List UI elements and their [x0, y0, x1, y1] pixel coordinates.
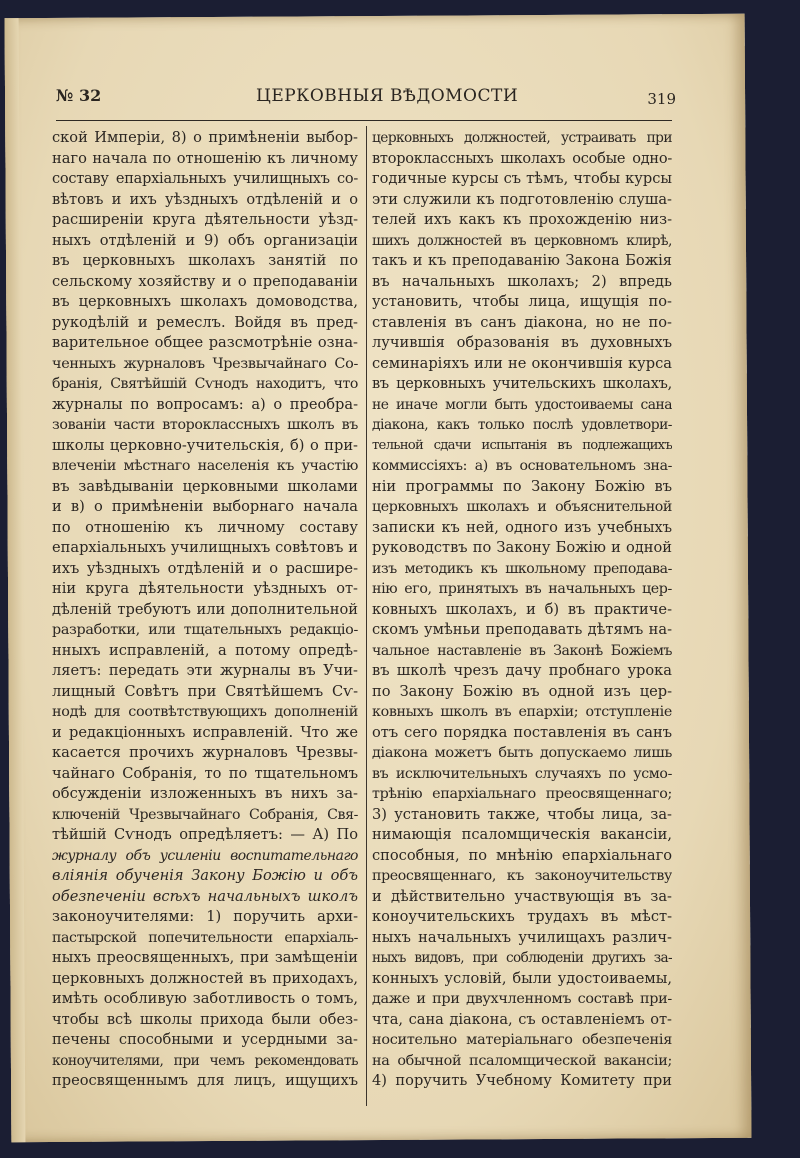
text-line: епархіальныхъ училищныхъ совѣтовъ и: [52, 539, 358, 556]
text-line: носительно матеріальнаго обезпеченія: [372, 1032, 672, 1048]
text-line: трѣнію епархіальнаго преосвященнаго;: [372, 786, 672, 802]
page-edge: [5, 18, 26, 1142]
text-line: чайнаго Собранія, то по тщательномъ: [52, 764, 358, 782]
text-line: лищный Совѣтъ при Святѣйшемъ Сѵ-: [52, 682, 358, 700]
column-divider: [366, 126, 367, 1106]
text-line: въ церковныхъ школахъ домоводства,: [52, 293, 358, 310]
text-line: и дѣйствительно участвующія въ за-: [372, 887, 672, 905]
text-line: тельной сдачи испытанія въ подлежащихъ: [372, 437, 672, 453]
text-line: ченныхъ журналовъ Чрезвычайнаго Со-: [52, 355, 358, 372]
text-line: чальное наставленіе въ Законѣ Божіемъ: [372, 642, 672, 659]
text-line: вѣтовъ и ихъ уѣздныхъ отдѣленій и о: [52, 190, 358, 208]
text-line: ковныхъ школахъ, и б) въ практиче-: [372, 600, 672, 618]
text-line: наго начала по отношенію къ личному: [52, 149, 358, 167]
text-line: коммиссіяхъ: а) въ основательномъ зна-: [372, 458, 672, 474]
text-line: шихъ должностей въ церковномъ клирѣ,: [372, 232, 672, 249]
text-line: 3) установить также, чтобы лица, за-: [372, 805, 672, 823]
text-line: установить, чтобы лица, ищущія по-: [372, 293, 672, 310]
text-line: изъ методикъ къ школьному преподава-: [372, 560, 672, 577]
text-line: ныхъ видовъ, при соблюденіи другихъ за-: [372, 950, 672, 966]
text-line: способныя, по мнѣнію епархіальнаго: [372, 846, 672, 864]
text-line: нію его, принятыхъ въ начальныхъ цер-: [372, 581, 672, 597]
text-line: церковныхъ должностей, устраивать при: [372, 130, 672, 146]
text-line: въ начальныхъ школахъ; 2) впредь: [372, 272, 672, 290]
text-line: ской Имперіи, 8) о примѣненіи выбор-: [52, 129, 358, 146]
text-line: журналы по вопросамъ: а) о преобра-: [52, 395, 358, 413]
text-line: законоучителями: 1) поручить архи-: [52, 908, 358, 925]
text-line: печены способными и усердными за-: [52, 1031, 358, 1048]
text-line: влеченіи мѣстнаго населенія къ участію: [52, 458, 358, 474]
text-line: телей ихъ какъ къ прохожденію низ-: [372, 211, 672, 228]
text-line: и в) о примѣненіи выборнаго начала: [52, 498, 358, 515]
text-line: лучившія образованія въ духовныхъ: [372, 334, 672, 351]
text-line: касается прочихъ журналовъ Чрезвы-: [52, 744, 358, 761]
text-line: рукодѣлій и ремеслъ. Войдя въ пред-: [52, 313, 358, 331]
text-line: чта, сана діакона, съ оставленіемъ от-: [372, 1010, 672, 1028]
text-line: даже и при двухчленномъ составѣ при-: [372, 991, 672, 1007]
text-line: второклассныхъ школахъ особые одно-: [372, 150, 672, 167]
text-line: нимающія псаломщическія вакансіи,: [372, 826, 672, 843]
text-line: коноучительскихъ трудахъ въ мѣст-: [372, 908, 672, 925]
text-line: діакона можетъ быть допускаемо лишь: [372, 745, 672, 761]
text-line: церковныхъ должностей въ приходахъ,: [52, 969, 358, 987]
text-line: ковныхъ школъ въ епархіи; отступленіе: [372, 704, 672, 720]
text-line: въ завѣдываніи церковными школами: [52, 477, 358, 495]
text-line: въ церковныхъ учительскихъ школахъ,: [372, 376, 672, 392]
text-line: ляетъ: передать эти журналы въ Учи-: [52, 662, 358, 679]
page-header: [56, 86, 676, 114]
text-line: тѣйшій Сѵнодъ опредѣляетъ: — А) По: [52, 826, 358, 843]
text-line: нныхъ исправленій, а потому опредѣ-: [52, 641, 358, 659]
text-line: отъ сего порядка поставленія въ санъ: [372, 723, 672, 741]
text-line: такъ и къ преподаванію Закона Божія: [372, 252, 672, 269]
text-line: преосвященнаго, къ законоучительству: [372, 868, 672, 884]
text-line: нодѣ для соотвѣтствующихъ дополненій: [52, 704, 358, 720]
text-line: бранія, Святѣйшій Сѵнодъ находитъ, что: [52, 376, 358, 392]
text-line: варительное общее разсмотрѣніе озна-: [52, 334, 358, 351]
text-line: на обычной псаломщической вакансіи;: [372, 1052, 672, 1069]
text-line: ныхъ отдѣленій и 9) объ организаціи: [52, 231, 358, 249]
text-line: ключеній Чрезвычайнаго Собранія, Свя-: [52, 806, 358, 823]
text-line: эти служили къ подготовленію слуша-: [372, 190, 672, 208]
text-line: имѣть особливую заботливость о томъ,: [52, 990, 358, 1007]
text-line: не иначе могли быть удостоиваемы сана: [372, 396, 672, 413]
text-line: чтобы всѣ школы прихода были обез-: [52, 1010, 358, 1028]
right-column: [372, 128, 672, 1108]
text-line: конныхъ условій, были удостоиваемы,: [372, 969, 672, 987]
text-line: обезпеченіи всѣхъ начальныхъ школъ: [52, 887, 358, 905]
text-line: журналу объ усиленіи воспитательнаго: [52, 847, 358, 864]
text-line: въ исключительныхъ случаяхъ по усмо-: [372, 765, 672, 782]
text-line: ніи круга дѣятельности уѣздныхъ от-: [52, 580, 358, 597]
left-column: [52, 128, 358, 1108]
text-line: скомъ умѣньи преподавать дѣтямъ на-: [372, 621, 672, 638]
text-line: по Закону Божію въ одной изъ цер-: [372, 682, 672, 700]
text-line: сельскому хозяйству и о преподаваніи: [52, 272, 358, 290]
text-line: школы церковно-учительскія, б) о при-: [52, 436, 358, 454]
text-line: пастырской попечительности епархіаль-: [52, 929, 358, 946]
text-line: зованіи части второклассныхъ школъ въ: [52, 417, 358, 433]
text-line: ихъ уѣздныхъ отдѣленій и о расшире-: [52, 559, 358, 577]
header-rule: [56, 120, 672, 121]
text-line: записки къ ней, одного изъ учебныхъ: [372, 518, 672, 536]
text-line: діакона, какъ только послѣ удовлетвори-: [372, 417, 672, 433]
text-line: ныхъ преосвященныхъ, при замѣщеніи: [52, 949, 358, 966]
text-line: въ школѣ чрезъ дачу пробнаго урока: [372, 662, 672, 679]
text-line: по отношенію къ личному составу: [52, 518, 358, 536]
text-line: ныхъ начальныхъ училищахъ различ-: [372, 928, 672, 946]
text-line: коноучителями, при чемъ рекомендовать: [52, 1052, 358, 1069]
text-line: 4) поручить Учебному Комитету при: [372, 1072, 672, 1089]
text-line: ставленія въ санъ діакона, но не по-: [372, 313, 672, 331]
text-line: годичные курсы съ тѣмъ, чтобы курсы: [372, 170, 672, 187]
text-line: преосвященнымъ для лицъ, ищущихъ: [52, 1072, 358, 1089]
issue-number: № 32: [56, 86, 102, 105]
text-line: руководствъ по Закону Божію и одной: [372, 539, 672, 556]
text-line: церковныхъ школахъ и объяснительной: [372, 499, 672, 515]
text-line: въ церковныхъ школахъ занятій по: [52, 252, 358, 269]
text-line: и редакціонныхъ исправленій. Что же: [52, 723, 358, 741]
text-line: составу епархіальныхъ училищныхъ со-: [52, 171, 358, 187]
text-line: обсужденіи изложенныхъ въ нихъ за-: [52, 785, 358, 802]
text-line: семинаріяхъ или не окончившія курса: [372, 354, 672, 372]
page-number: 319: [647, 90, 676, 108]
text-line: вліянія обученія Закону Божію и объ: [52, 867, 358, 884]
text-line: расширеніи круга дѣятельности уѣзд-: [52, 211, 358, 228]
text-line: разработки, или тщательныхъ редакціо-: [52, 622, 358, 638]
journal-title: ЦЕРКОВНЫЯ ВѢДОМОСТИ: [256, 86, 519, 106]
text-line: дѣленій требуютъ или дополнительной: [52, 600, 358, 618]
text-line: ніи программы по Закону Божію въ: [372, 477, 672, 495]
